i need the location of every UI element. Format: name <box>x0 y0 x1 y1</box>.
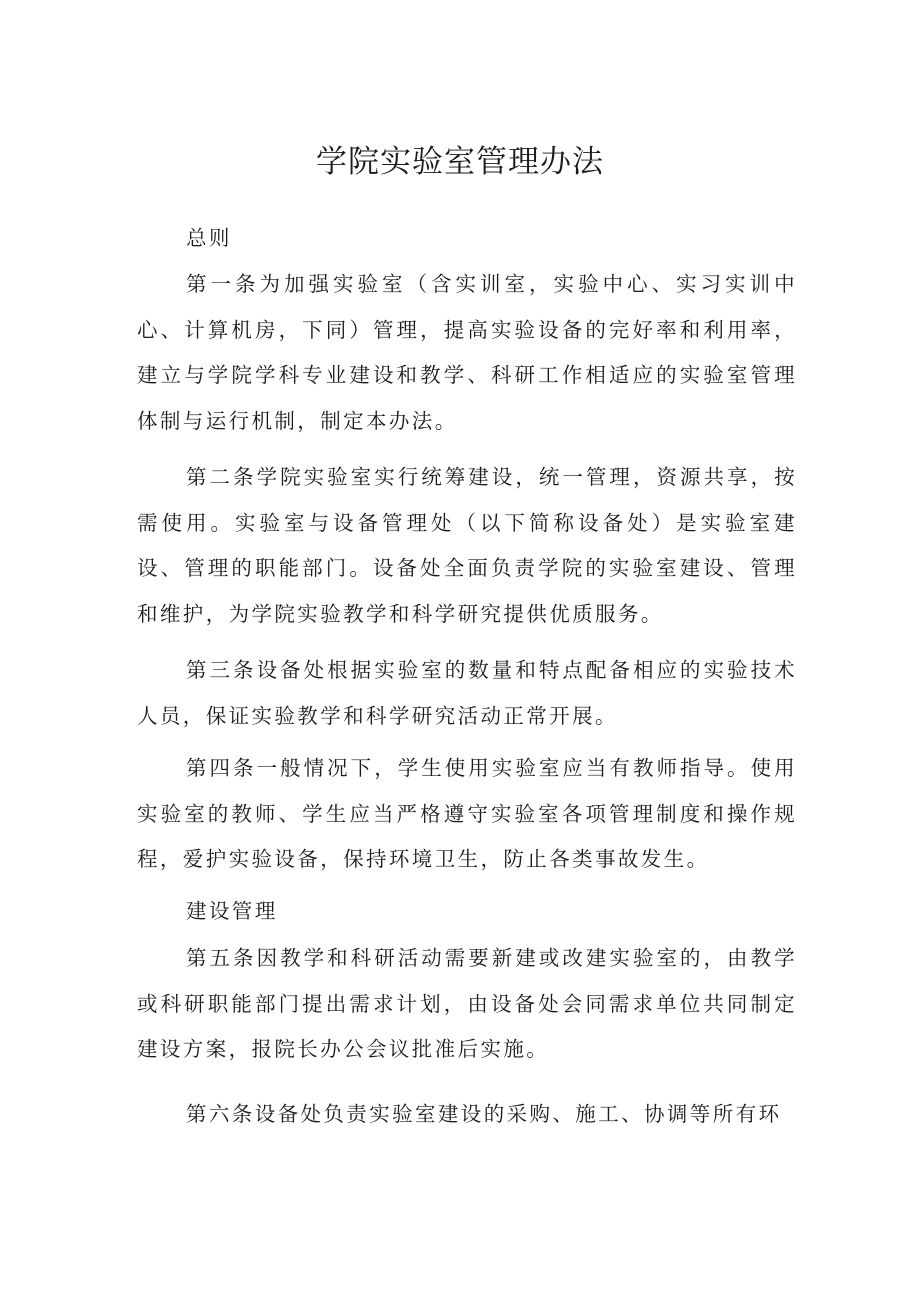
article-4: 第四条一般情况下，学生使用实验室应当有教师指导。使用实验室的教师、学生应当严格遵守实验室各项管理制度和操作规程，爱护实验设备，保持环境卫生，防止各类事故发生。 <box>137 756 797 871</box>
article-2: 第二条学院实验室实行统筹建设，统一管理，资源共享，按需使用。实验室与设备管理处（以下简称设备处）是实验室建设、管理的职能部门。设备处全面负责学院的实验室建设、管理和维护，为学院实验教学和科学研究提供优质服务。 <box>137 465 797 626</box>
article-3: 第三条设备处根据实验室的数量和特点配备相应的实验技术人员，保证实验教学和科学研究活动正常开展。 <box>137 658 797 728</box>
section-heading-general: 总则 <box>186 226 232 250</box>
article-6: 第六条设备处负责实验室建设的采购、施工、协调等所有环 <box>186 1102 782 1126</box>
section-heading-construction: 建设管理 <box>186 899 278 923</box>
article-5: 第五条因教学和科研活动需要新建或改建实验室的，由教学或科研职能部门提出需求计划，由设备处会同需求单位共同制定建设方案，报院长办公会议批准后实施。 <box>137 946 797 1061</box>
document-title: 学院实验室管理办法 <box>316 144 604 180</box>
article-1: 第一条为加强实验室（含实训室，实验中心、实习实训中心、计算机房，下同）管理，提高实验设备的完好率和利用率，建立与学院学科专业建设和教学、科研工作相适应的实验室管理体制与运行机制，制定本办法。 <box>137 272 797 433</box>
